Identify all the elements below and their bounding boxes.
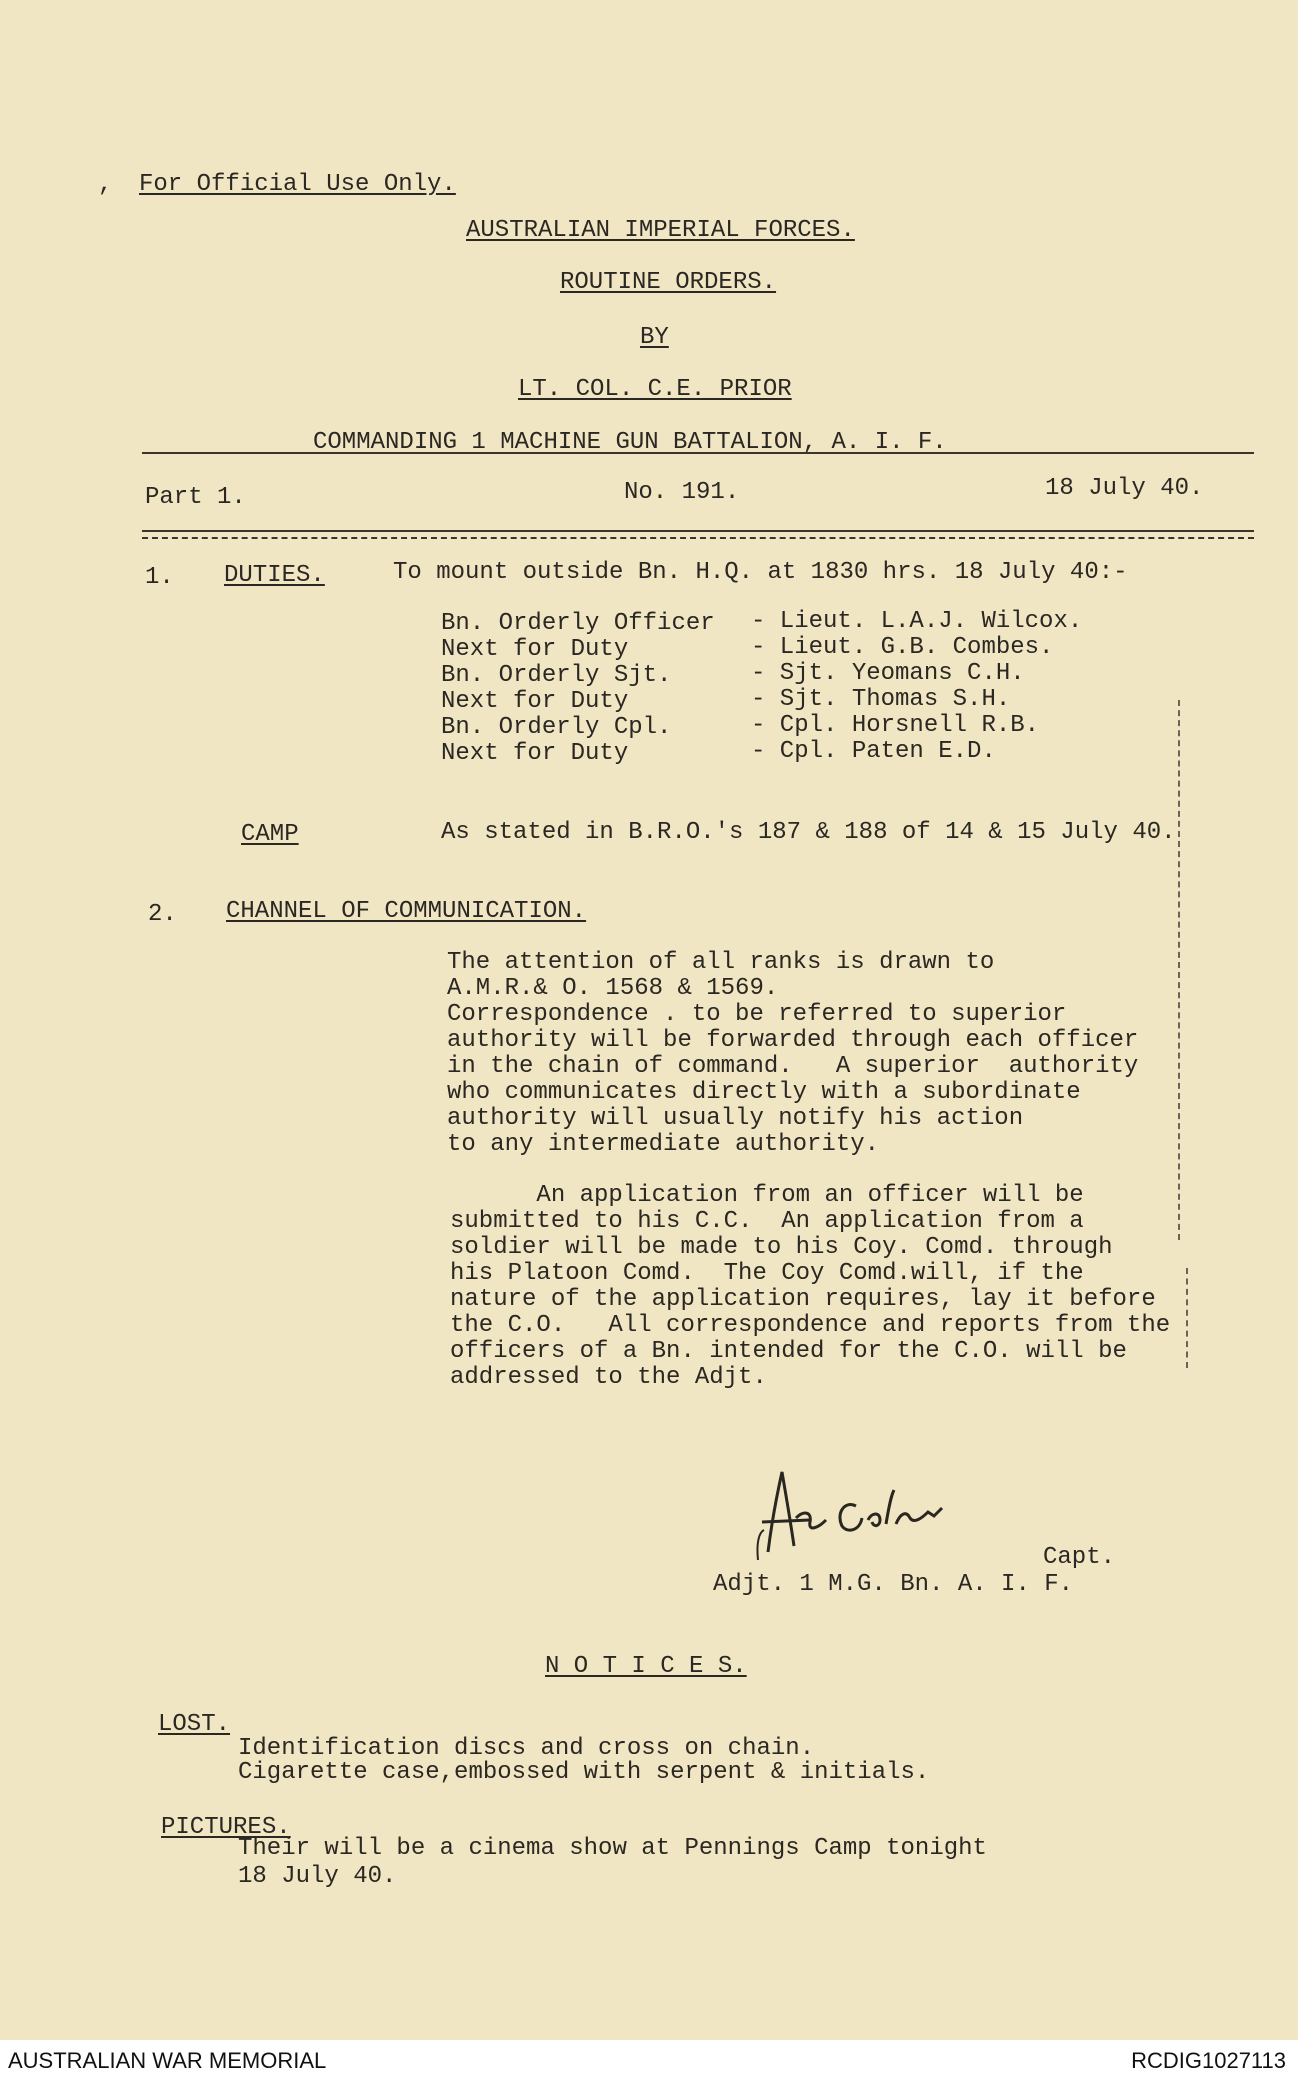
signature-appointment: Adjt. 1 M.G. Bn. A. I. F. (713, 1571, 1074, 1598)
para2-line: submitted to his C.C. An application from a (450, 1208, 1084, 1235)
para1-line: A.M.R.& O. 1568 & 1569. (447, 975, 779, 1002)
order-number: No. 191. (624, 479, 740, 506)
section2-number: 2. (148, 901, 177, 928)
organisation: AUSTRALIAN IMPERIAL FORCES. (466, 217, 855, 244)
footer-reference: RCDIG1027113 (1131, 2048, 1286, 2073)
duty-role: Next for Duty (441, 636, 629, 663)
para1-line: authority will be forwarded through each officer (447, 1027, 1139, 1054)
para1-line: to any intermediate authority. (447, 1131, 880, 1158)
footer-bar (0, 2040, 1298, 2082)
duty-person: - Cpl. Paten E.D. (751, 738, 996, 765)
footer-source: AUSTRALIAN WAR MEMORIAL (8, 2048, 327, 2073)
duty-person: - Lieut. L.A.J. Wilcox. (751, 608, 1083, 635)
para2-line: his Platoon Comd. The Coy Comd.will, if the (450, 1260, 1084, 1287)
camp-text: As stated in B.R.O.'s 187 & 188 of 14 & 15 July 40. (441, 819, 1176, 846)
header-rule-dashed (142, 537, 1254, 539)
signature-rank: Capt. (1043, 1544, 1116, 1571)
duty-person: - Sjt. Thomas S.H. (751, 686, 1011, 713)
header-rule-top (142, 452, 1254, 454)
pictures-label: PICTURES. (161, 1814, 291, 1841)
section2-heading: CHANNEL OF COMMUNICATION. (226, 898, 587, 925)
margin-dashed-line (1178, 700, 1180, 1240)
duty-person: - Lieut. G.B. Combes. (751, 634, 1054, 661)
part-number: Part 1. (145, 484, 246, 511)
para2-line: the C.O. All correspondence and reports from the (450, 1312, 1171, 1339)
lost-label: LOST. (158, 1711, 231, 1738)
para1-line: Correspondence . to be referred to superior (447, 1001, 1067, 1028)
title: ROUTINE ORDERS. (560, 269, 777, 296)
margin-comma: , (98, 171, 113, 198)
handwritten-signature (738, 1460, 1038, 1580)
para2-line: addressed to the Adjt. (450, 1364, 767, 1391)
camp-label: CAMP (241, 821, 299, 848)
pictures-line: Their will be a cinema show at Pennings Camp tonight (238, 1835, 987, 1862)
duty-role: Bn. Orderly Sjt. (441, 662, 672, 689)
para1-line: authority will usually notify his action (447, 1105, 1024, 1132)
pictures-line: 18 July 40. (238, 1863, 397, 1890)
para2-line: soldier will be made to his Coy. Comd. through (450, 1234, 1113, 1261)
duty-role: Bn. Orderly Officer (441, 610, 715, 637)
para2-line: An application from an officer will be (450, 1182, 1084, 1209)
para1-line: The attention of all ranks is drawn to (447, 949, 995, 976)
para1-line: in the chain of command. A superior authority (447, 1053, 1139, 1080)
by-line: BY (640, 324, 669, 351)
para2-line: officers of a Bn. intended for the C.O. will be (450, 1338, 1127, 1365)
duty-person: - Cpl. Horsnell R.B. (751, 712, 1040, 739)
para2-line: nature of the application requires, lay it before (450, 1286, 1156, 1313)
classification: For Official Use Only. (139, 171, 456, 198)
section1-intro: To mount outside Bn. H.Q. at 1830 hrs. 18 July 40:- (393, 559, 1128, 586)
header-rule-bottom (142, 530, 1254, 532)
duty-person: - Sjt. Yeomans C.H. (751, 660, 1025, 687)
notices-heading: N O T I C E S. (545, 1653, 747, 1680)
officer-name: LT. COL. C.E. PRIOR (518, 376, 792, 403)
duty-role: Bn. Orderly Cpl. (441, 714, 672, 741)
command-line: COMMANDING 1 MACHINE GUN BATTALION, A. I. F. (313, 429, 947, 456)
margin-dashed-line-lower (1186, 1268, 1188, 1368)
para1-line: who communicates directly with a subordinate (447, 1079, 1081, 1106)
duty-role: Next for Duty (441, 688, 629, 715)
lost-line: Identification discs and cross on chain. (238, 1735, 815, 1762)
section1-number: 1. (145, 564, 174, 591)
section1-heading: DUTIES. (224, 562, 325, 589)
order-date: 18 July 40. (1045, 475, 1204, 502)
lost-line: Cigarette case,embossed with serpent & initials. (238, 1759, 930, 1786)
duty-role: Next for Duty (441, 740, 629, 767)
